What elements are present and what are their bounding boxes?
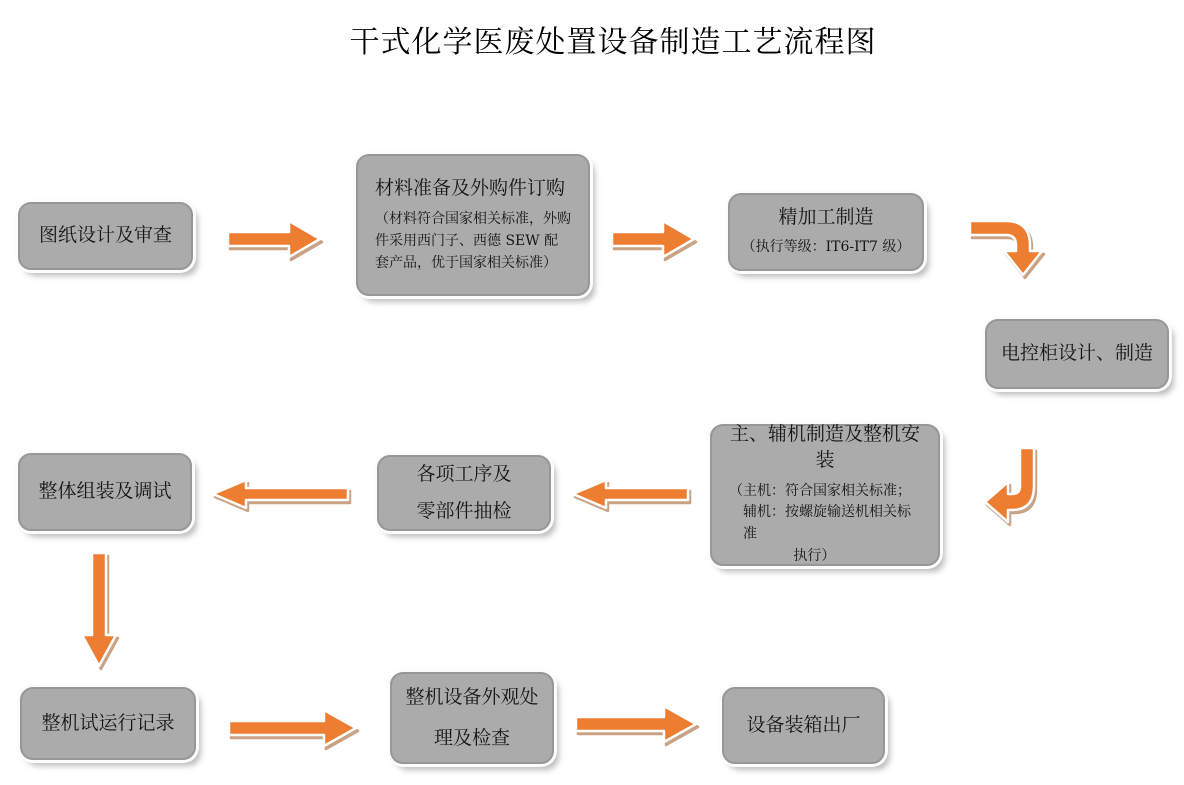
node-title: 材料准备及外购件订购: [375, 176, 566, 199]
node-label: 电控柜设计、制造: [1000, 342, 1153, 365]
node-line1: 整机设备外观处: [405, 686, 539, 709]
node-control-cabinet: [985, 319, 1169, 389]
node-title: 精加工制造: [778, 206, 874, 229]
node-drawing-design: [18, 202, 193, 270]
node-note-line2: 辅机：按螺旋输送机相关标准: [743, 504, 911, 543]
arrow-down-overall-to-trial: [79, 551, 119, 669]
node-note-line1: （主机：符合国家相关标准；: [729, 482, 911, 499]
node-main-auxiliary-assembly: [710, 424, 940, 566]
page-title: 干式化学医废处置设备制造工艺流程图: [349, 25, 877, 60]
node-label: 整体组装及调试: [38, 480, 172, 503]
node-note-line3: 执行）: [793, 547, 836, 564]
arrow-right-appearance-to-shipping: [574, 702, 698, 746]
node-appearance-treatment: [390, 672, 554, 764]
node-process-inspection: [377, 455, 551, 531]
node-line1: 各项工序及: [416, 462, 512, 485]
node-line2: 零部件抽检: [416, 500, 512, 522]
arrow-right-material-to-machining: [610, 217, 696, 261]
node-label: 整机试运行记录: [41, 711, 175, 734]
node-packing-shipping: [722, 687, 885, 764]
node-precision-machining: [728, 193, 924, 271]
node-overall-assembly-debug: [18, 453, 192, 531]
node-label: 设备装箱出厂: [746, 713, 861, 736]
node-trial-run-record: [20, 687, 196, 760]
node-label: 图纸设计及审查: [38, 224, 172, 247]
node-material-preparation: [356, 154, 590, 296]
arrow-elbow-cabinet-to-assembly: [982, 446, 1048, 530]
node-note: （执行等级：IT6-IT7 级）: [741, 238, 911, 255]
node-note: （材料符合国家相关标准，外购件采用西门子、西德 SEW 配套产品，优于国家相关标准）: [375, 211, 571, 271]
node-line2: 理及检查: [433, 727, 510, 749]
arrow-right-trial-to-appearance: [227, 706, 358, 750]
arrow-left-assembly-to-inspection: [570, 477, 690, 511]
arrow-elbow-machining-to-cabinet: [968, 215, 1048, 283]
node-title: 主、辅机制造及整机安装: [729, 423, 920, 472]
arrow-left-inspection-to-overall: [210, 477, 350, 511]
arrow-right-design-to-material: [226, 217, 322, 261]
